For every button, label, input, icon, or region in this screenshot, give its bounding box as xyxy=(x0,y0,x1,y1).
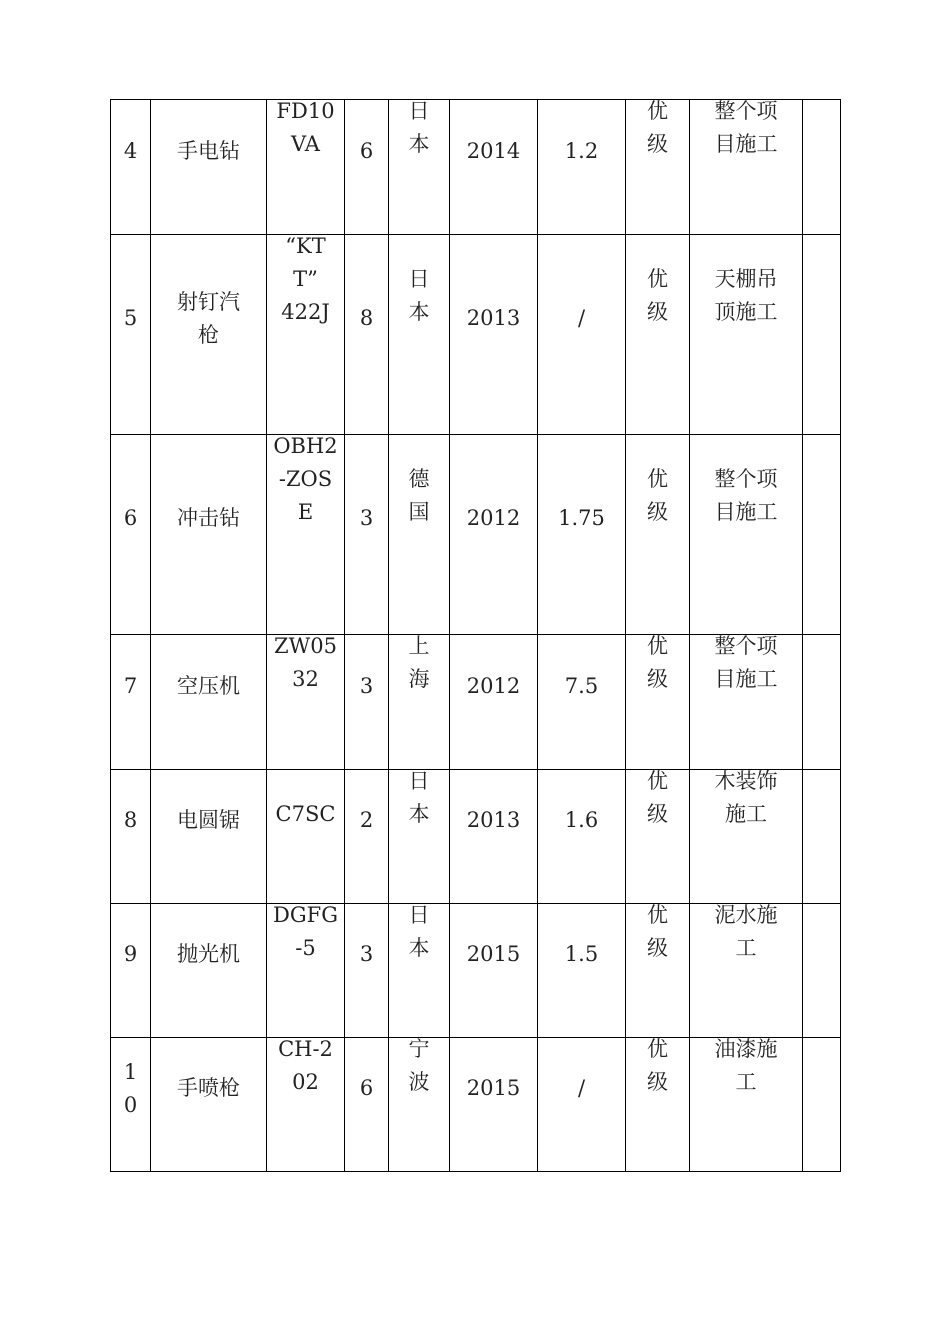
cell-remark xyxy=(803,435,841,635)
cell-number xyxy=(111,435,151,635)
cell-usage-line: 油漆施 xyxy=(714,1038,778,1061)
cell-usage-line: 目施工 xyxy=(714,667,778,691)
cell-year-line: 2012 xyxy=(466,506,521,530)
cell-grade-line: 优 xyxy=(647,904,668,927)
cell-origin xyxy=(389,1038,450,1172)
cell-equipment-name-line: 电圆锯 xyxy=(177,808,240,832)
cell-model-line: ZW05 xyxy=(274,635,337,658)
cell-usage xyxy=(690,100,803,235)
cell-grade xyxy=(626,235,690,435)
cell-equipment-name xyxy=(151,235,267,435)
cell-remark xyxy=(803,904,841,1038)
cell-power xyxy=(538,770,626,904)
equipment-table xyxy=(110,99,841,1172)
cell-origin xyxy=(389,635,450,770)
cell-model xyxy=(267,904,345,1038)
cell-grade-line: 级 xyxy=(647,667,668,691)
cell-grade-line: 优 xyxy=(647,267,668,291)
cell-equipment-name xyxy=(151,100,267,235)
table-body xyxy=(111,100,841,1172)
cell-origin xyxy=(389,100,450,235)
cell-origin-line: 本 xyxy=(408,936,430,960)
cell-number-line: 4 xyxy=(123,139,138,163)
cell-year xyxy=(450,904,538,1038)
cell-usage-line: 天棚吊 xyxy=(714,267,778,291)
cell-model xyxy=(267,770,345,904)
cell-number xyxy=(111,770,151,904)
cell-usage-line: 顶施工 xyxy=(714,300,778,324)
cell-year xyxy=(450,100,538,235)
cell-year xyxy=(450,770,538,904)
cell-number-line: 5 xyxy=(123,306,138,330)
cell-model-line: DGFG xyxy=(273,904,338,927)
cell-grade xyxy=(626,904,690,1038)
table-row xyxy=(111,235,841,435)
cell-power-line: 1.6 xyxy=(564,808,599,832)
cell-model xyxy=(267,1038,345,1172)
table-row xyxy=(111,100,841,235)
table-row xyxy=(111,1038,841,1172)
cell-usage xyxy=(690,435,803,635)
cell-model-line: -ZOS xyxy=(278,467,333,491)
cell-grade xyxy=(626,770,690,904)
cell-model-line: 422J xyxy=(281,300,330,324)
cell-origin-line: 海 xyxy=(408,667,430,691)
cell-power xyxy=(538,435,626,635)
cell-usage xyxy=(690,1038,803,1172)
cell-grade-line: 级 xyxy=(647,300,668,324)
cell-grade xyxy=(626,635,690,770)
cell-model-line: “KT xyxy=(285,235,326,258)
cell-equipment-name-line: 手电钻 xyxy=(177,139,240,163)
cell-equipment-name-line: 手喷枪 xyxy=(177,1076,240,1100)
table-row xyxy=(111,435,841,635)
cell-usage xyxy=(690,770,803,904)
cell-model xyxy=(267,635,345,770)
cell-model-line: FD10 xyxy=(276,100,335,123)
cell-number xyxy=(111,904,151,1038)
cell-grade-line: 级 xyxy=(647,1070,668,1094)
cell-quantity-line: 6 xyxy=(359,139,374,163)
cell-equipment-name-line: 冲击钻 xyxy=(177,506,240,530)
cell-number xyxy=(111,235,151,435)
cell-quantity xyxy=(345,100,389,235)
cell-quantity-line: 6 xyxy=(359,1076,374,1100)
cell-usage-line: 目施工 xyxy=(714,500,778,524)
cell-quantity xyxy=(345,235,389,435)
cell-origin xyxy=(389,770,450,904)
cell-grade-line: 优 xyxy=(647,100,668,123)
cell-quantity xyxy=(345,770,389,904)
cell-number-line: 7 xyxy=(123,674,138,698)
cell-year-line: 2015 xyxy=(466,942,521,966)
cell-model-line: -5 xyxy=(295,936,316,960)
cell-power xyxy=(538,1038,626,1172)
cell-origin-line: 德 xyxy=(408,467,430,491)
cell-origin-line: 日 xyxy=(408,904,430,927)
cell-power-line: 1.75 xyxy=(558,506,605,530)
cell-year-line: 2015 xyxy=(466,1076,521,1100)
cell-year-line: 2013 xyxy=(466,808,521,832)
cell-origin-line: 本 xyxy=(408,300,430,324)
cell-origin xyxy=(389,435,450,635)
cell-remark xyxy=(803,770,841,904)
cell-grade-line: 级 xyxy=(647,500,668,524)
cell-year-line: 2014 xyxy=(466,139,521,163)
cell-number-line: 1 xyxy=(123,1060,138,1084)
cell-quantity-line: 8 xyxy=(359,306,374,330)
cell-quantity xyxy=(345,635,389,770)
cell-power xyxy=(538,100,626,235)
cell-usage-line: 木装饰 xyxy=(714,770,778,793)
cell-equipment-name xyxy=(151,770,267,904)
cell-equipment-name-line: 枪 xyxy=(198,323,219,347)
cell-number xyxy=(111,100,151,235)
cell-power-line: / xyxy=(577,306,586,330)
cell-year xyxy=(450,1038,538,1172)
cell-model xyxy=(267,235,345,435)
cell-usage-line: 工 xyxy=(735,1070,757,1094)
cell-usage xyxy=(690,635,803,770)
cell-equipment-name-line: 空压机 xyxy=(177,674,240,698)
cell-number-line: 6 xyxy=(123,506,138,530)
cell-usage xyxy=(690,904,803,1038)
table-row xyxy=(111,904,841,1038)
cell-remark xyxy=(803,235,841,435)
cell-year xyxy=(450,435,538,635)
cell-usage-line: 整个项 xyxy=(714,100,778,123)
cell-grade xyxy=(626,100,690,235)
cell-quantity xyxy=(345,435,389,635)
cell-usage-line: 施工 xyxy=(725,802,767,826)
cell-quantity xyxy=(345,904,389,1038)
cell-equipment-name xyxy=(151,904,267,1038)
cell-quantity-line: 3 xyxy=(359,506,374,530)
cell-number xyxy=(111,635,151,770)
cell-origin xyxy=(389,904,450,1038)
cell-grade-line: 优 xyxy=(647,770,668,793)
cell-origin-line: 本 xyxy=(408,132,430,156)
cell-equipment-name xyxy=(151,1038,267,1172)
cell-origin-line: 波 xyxy=(408,1070,430,1094)
cell-year-line: 2013 xyxy=(466,306,521,330)
cell-quantity-line: 3 xyxy=(359,942,374,966)
cell-power-line: / xyxy=(577,1076,586,1100)
cell-model-line: E xyxy=(297,500,314,524)
cell-model xyxy=(267,100,345,235)
cell-model-line: CH-2 xyxy=(278,1038,333,1061)
cell-usage-line: 工 xyxy=(735,936,757,960)
cell-power-line: 7.5 xyxy=(564,674,599,698)
cell-origin-line: 国 xyxy=(408,500,430,524)
cell-number-line: 0 xyxy=(123,1093,138,1117)
cell-power xyxy=(538,904,626,1038)
cell-power-line: 1.2 xyxy=(564,139,599,163)
cell-remark xyxy=(803,1038,841,1172)
cell-origin xyxy=(389,235,450,435)
cell-model xyxy=(267,435,345,635)
cell-model-line: VA xyxy=(291,132,320,156)
cell-usage-line: 泥水施 xyxy=(714,904,778,927)
cell-grade-line: 级 xyxy=(647,936,668,960)
cell-remark xyxy=(803,100,841,235)
cell-usage xyxy=(690,235,803,435)
cell-grade xyxy=(626,1038,690,1172)
cell-usage-line: 整个项 xyxy=(714,467,778,491)
cell-usage-line: 整个项 xyxy=(714,635,778,658)
cell-equipment-name-line: 抛光机 xyxy=(177,942,240,966)
cell-number xyxy=(111,1038,151,1172)
cell-model-line: T” xyxy=(293,267,318,291)
cell-equipment-name-line: 射钉汽 xyxy=(177,290,240,314)
table-row xyxy=(111,770,841,904)
cell-model-line: 02 xyxy=(292,1070,319,1094)
cell-grade-line: 级 xyxy=(647,132,668,156)
cell-grade-line: 级 xyxy=(647,802,668,826)
cell-origin-line: 日 xyxy=(408,770,430,793)
cell-model-line: C7SC xyxy=(275,802,336,826)
cell-grade-line: 优 xyxy=(647,467,668,491)
cell-model-line: OBH2 xyxy=(273,435,338,458)
cell-quantity-line: 3 xyxy=(359,674,374,698)
cell-origin-line: 宁 xyxy=(408,1038,430,1061)
cell-equipment-name xyxy=(151,435,267,635)
cell-remark xyxy=(803,635,841,770)
cell-number-line: 9 xyxy=(123,942,138,966)
table-row xyxy=(111,635,841,770)
cell-power xyxy=(538,635,626,770)
cell-year xyxy=(450,235,538,435)
cell-number-line: 8 xyxy=(123,808,138,832)
cell-origin-line: 日 xyxy=(408,100,430,123)
cell-model-line: 32 xyxy=(292,667,319,691)
cell-power-line: 1.5 xyxy=(564,942,599,966)
cell-grade-line: 优 xyxy=(647,635,668,658)
cell-year xyxy=(450,635,538,770)
cell-quantity-line: 2 xyxy=(359,808,374,832)
cell-origin-line: 本 xyxy=(408,802,430,826)
cell-origin-line: 上 xyxy=(408,635,430,658)
cell-equipment-name xyxy=(151,635,267,770)
cell-quantity xyxy=(345,1038,389,1172)
cell-grade-line: 优 xyxy=(647,1038,668,1061)
cell-year-line: 2012 xyxy=(466,674,521,698)
cell-power xyxy=(538,235,626,435)
cell-origin-line: 日 xyxy=(408,267,430,291)
cell-grade xyxy=(626,435,690,635)
cell-usage-line: 目施工 xyxy=(714,132,778,156)
